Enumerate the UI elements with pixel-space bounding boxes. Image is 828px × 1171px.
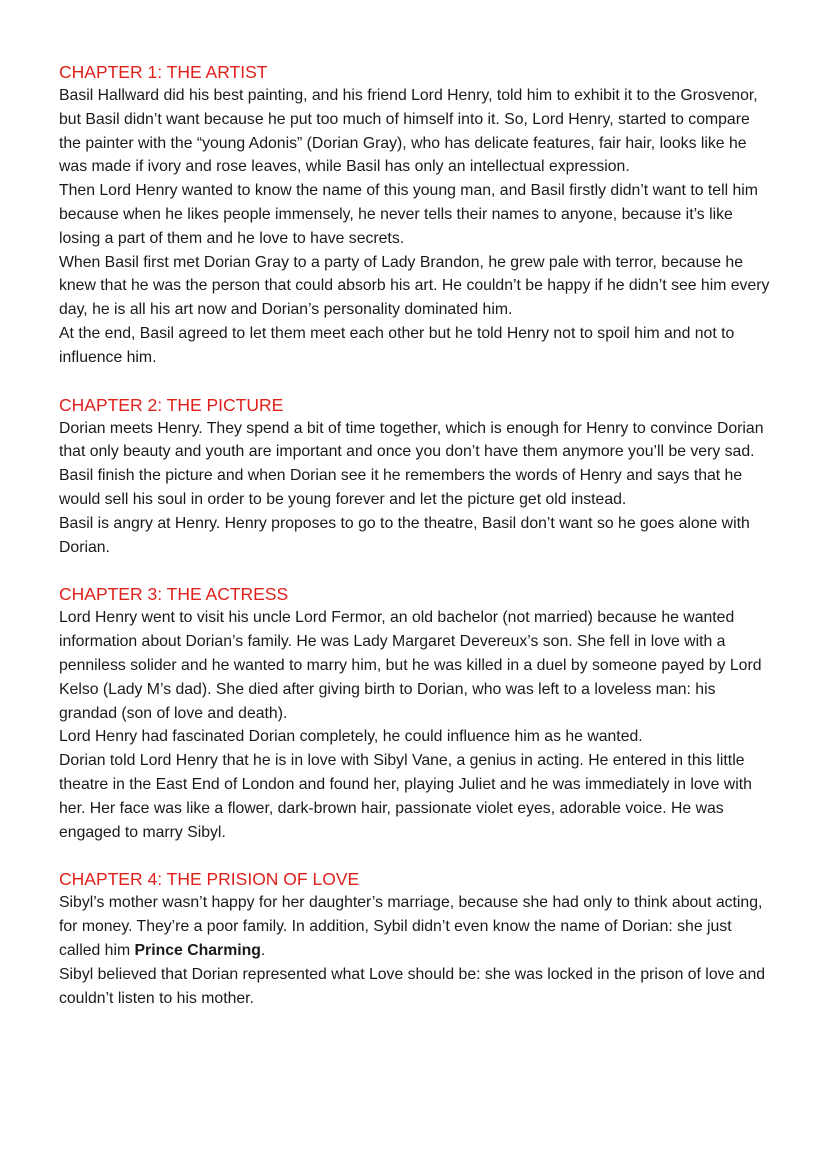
chapter-2-paragraph-1: Dorian meets Henry. They spend a bit of time together, which is enough for Henry to convince Dorian that only beauty and youth are important and once you don’t have them anymore you’ll be very sad.: [59, 419, 764, 461]
chapter-4-paragraph-2: Sibyl believed that Dorian represented what Love should be: she was locked in the prison of love and couldn’t listen to his mother.: [59, 965, 766, 1007]
chapter-2-paragraph-3: Basil is angry at Henry. Henry proposes to go to the theatre, Basil don’t want so he goes alone with Dorian.: [59, 514, 750, 556]
chapter-2-title: CHAPTER 2: THE PICTURE: [59, 394, 284, 415]
chapter-1-title: CHAPTER 1: THE ARTIST: [59, 62, 268, 82]
chapter-4-paragraph-1-text: Sibyl’s mother wasn’t happy for her daughter’s marriage, because she had only to think about acting, for money. They’re a poor family. In addition, Sybil didn’t even know the name of Dorian: she just called him: [59, 894, 763, 959]
chapter-4-paragraph-1: [59, 891, 771, 962]
chapter-4: [59, 867, 771, 1010]
chapter-3-paragraph-3: Dorian told Lord Henry that he is in love with Sibyl Vane, a genius in acting. He entered in this little theatre in the East End of London and found her, playing Juliet and he was immediately in love with her. Her face was like a flower, dark-brown hair, passionate violet eyes, adorable voice. He was engaged to marry Sibyl.: [59, 752, 752, 841]
chapter-1-paragraph-3: When Basil first met Dorian Gray to a party of Lady Brandon, he grew pale with terror, because he knew that he was the person that could absorb his art. He couldn’t be happy if he didn’t see him every day, he is all his art now and Dorian’s personality dominated him.: [59, 253, 770, 319]
chapter-4-paragraph-1-end: .: [260, 941, 266, 959]
chapter-1-paragraph-2: Then Lord Henry wanted to know the name of this young man, and Basil firstly didn’t want to tell him because when he likes people immensely, he never tells their names to anyone, because it’s like losing a part of them and he love to have secrets.: [59, 182, 758, 247]
chapter-3-paragraph-1: Lord Henry went to visit his uncle Lord Fermor, an old bachelor (not married) because he wanted information about Dorian’s family. He was Lady Margaret Devereux’s son. She fell in love with a penniless solider and he wanted to marry him, but he was killed in a duel by someone payed by Lord Kelso (Lady M’s dad). She died after giving birth to Dorian, who was left to a loveless man: his grandad (son of love and death).: [59, 609, 762, 722]
chapter-1: [59, 60, 771, 370]
chapter-3-paragraph-2: Lord Henry had fascinated Dorian completely, he could influence him as he wanted.: [59, 728, 643, 746]
prince-charming-bold: Prince Charming: [134, 941, 261, 959]
chapter-4-title: CHAPTER 4: THE PRISION OF LOVE: [59, 869, 360, 890]
chapter-3-title: CHAPTER 3: THE ACTRESS: [59, 584, 289, 605]
chapter-1-paragraph-1: Basil Hallward did his best painting, and his friend Lord Henry, told him to exhibit it to the Grosvenor, but Basil didn’t want because he put too much of himself into it. So, Lord Henry, started to compare the painter with the “young Adonis” (Dorian Gray), who has delicate features, fair hair, looks like he was made if ivory and rose leaves, while Basil has only an intellectual expression.: [59, 87, 758, 176]
chapter-2: [59, 393, 771, 560]
document-page: [59, 60, 771, 1033]
chapter-3: [59, 582, 771, 844]
chapter-2-paragraph-2: Basil finish the picture and when Dorian see it he remembers the words of Henry and says that he would sell his soul in order to be young forever and let the picture get old instead.: [59, 467, 743, 508]
chapter-1-paragraph-4: At the end, Basil agreed to let them meet each other but he told Henry not to spoil him and not to influence him.: [59, 324, 735, 366]
